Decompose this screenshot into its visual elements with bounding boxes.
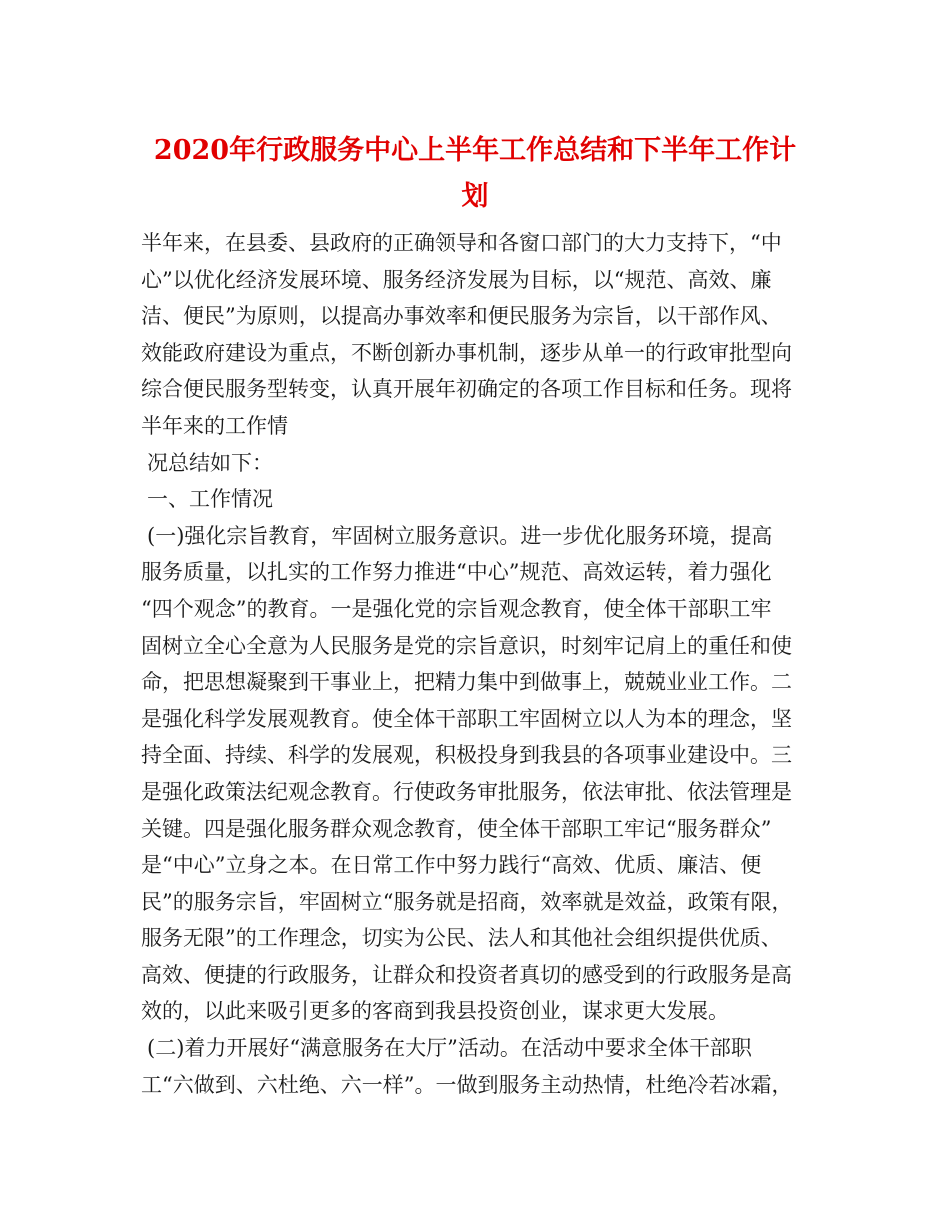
body-line: 半年来，在县委、县政府的正确领导和各窗口部门的大力支持下，“中 bbox=[141, 231, 782, 255]
body-line: 洁、便民”为原则，以提高办事效率和便民服务为宗旨，以干部作风、 bbox=[141, 304, 782, 329]
body-line: 固树立全心全意为人民服务是党的宗旨意识，时刻牢记肩上的重任和使 bbox=[141, 633, 792, 658]
body-line: 是强化政策法纪观念教育。行使政务审批服务，依法审批、依法管理是 bbox=[141, 779, 792, 804]
document-body bbox=[141, 225, 821, 1103]
body-line: 效的，以此来吸引更多的客商到我县投资创业，谋求更大发展。 bbox=[141, 999, 729, 1024]
subsection-line: (一)强化宗旨教育，牢固树立服务意识。进一步优化服务环境，提高 bbox=[147, 523, 773, 548]
body-line: 民”的服务宗旨，牢固树立“服务就是招商，效率就是效益，政策有限， bbox=[141, 889, 793, 914]
body-line: 高效、便捷的行政服务，让群众和投资者真切的感受到的行政服务是高 bbox=[141, 962, 792, 987]
body-line: 服务质量，以扎实的工作努力推进“中心”规范、高效运转，着力强化 bbox=[141, 560, 772, 585]
section-heading: 一、工作情况 bbox=[147, 487, 273, 512]
body-line: 服务无限”的工作理念，切实为公民、法人和其他社会组织提供优质、 bbox=[141, 926, 782, 951]
body-line: “四个观念”的教育。一是强化党的宗旨观念教育，使全体干部职工牢 bbox=[141, 596, 772, 621]
document-title-line-2: 划 bbox=[461, 181, 489, 212]
body-line: 命，把思想凝聚到干事业上，把精力集中到做事上，兢兢业业工作。二 bbox=[141, 670, 792, 695]
body-line: 是强化科学发展观教育。使全体干部职工牢固树立以人为本的理念，坚 bbox=[141, 706, 792, 731]
body-line: 心”以优化经济发展环境、服务经济发展为目标，以“规范、高效、廉 bbox=[141, 267, 772, 292]
body-line: 工“六做到、六杜绝、六一样”。一做到服务主动热情，杜绝冷若冰霜， bbox=[141, 1072, 793, 1097]
body-line: 半年来的工作情 bbox=[141, 413, 288, 438]
body-line: 综合便民服务型转变，认真开展年初确定的各项工作目标和任务。现将 bbox=[141, 377, 792, 402]
body-line: 持全面、持续、科学的发展观，积极投身到我县的各项事业建设中。三 bbox=[141, 743, 792, 768]
subsection-line: (二)着力开展好“满意服务在大厅”活动。在活动中要求全体干部职 bbox=[147, 1036, 752, 1061]
body-line: 是“中心”立身之本。在日常工作中努力践行“高效、优质、廉洁、便 bbox=[141, 853, 762, 878]
body-line: 况总结如下： bbox=[147, 450, 273, 475]
body-line: 关键。四是强化服务群众观念教育，使全体干部职工牢记“服务群众” bbox=[141, 816, 772, 841]
document-title-line-1: 2020年行政服务中心上半年工作总结和下半年工作计 bbox=[153, 135, 797, 166]
body-line: 效能政府建设为重点，不断创新办事机制，逐步从单一的行政审批型向 bbox=[141, 340, 792, 365]
